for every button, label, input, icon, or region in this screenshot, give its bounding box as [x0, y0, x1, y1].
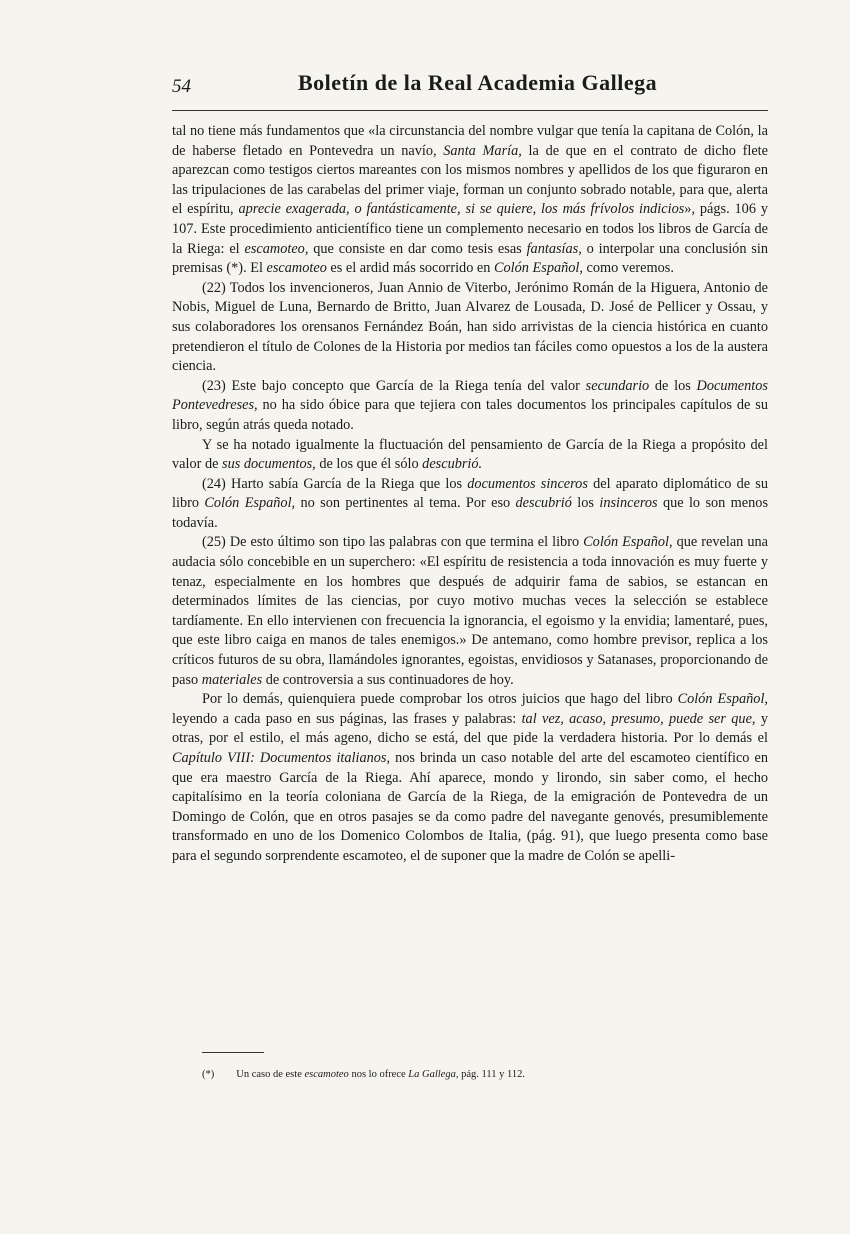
header-rule — [172, 110, 768, 111]
text-run: como veremos. — [582, 260, 674, 277]
text-run: de los — [649, 377, 697, 394]
note-24 — [172, 475, 768, 534]
footnote-rule — [202, 1052, 264, 1053]
italic-run: Santa María, — [443, 142, 522, 159]
italic-run: Colón Español, — [583, 534, 673, 551]
italic-run: escamoteo — [304, 1069, 349, 1080]
text-run: de controversia a sus continuadores de hoy. — [262, 671, 514, 688]
text-run: nos brinda un caso notable del arte del escamoteo científico en que era maestro García de la Riega. Ahí aparece, mondo y lirondo, sin saber como, el hecho capitalísimo en la teoría coloniana de García de la Riega, de la emigración de Pontevedra de un Domingo de Colón, que en otros pasajes se da como padre del navegante genovés, presumiblemente transformado en uno de los Domenico Colombos de Italia, (pág. 91), que luego presenta como base para el segundo sorprendente escamoteo, el de suponer que la madre de Colón se apelli- — [172, 750, 768, 864]
body-text — [172, 122, 768, 867]
italic-run: sus documentos, — [222, 456, 316, 473]
note-25 — [172, 533, 768, 690]
italic-run: Colón Español, — [204, 495, 296, 512]
text-run: Un caso de este — [236, 1069, 305, 1080]
text-run: los — [571, 495, 600, 512]
italic-run: descubrió — [515, 495, 572, 512]
paragraph-final — [172, 690, 768, 866]
text-run: tal no tiene más fundamentos que «la circunstancia del nombre vulgar que tenía la capitana de Colón, la de haberse fletado en Pontevedra un navío, — [172, 123, 768, 159]
text-run: (23) Este bajo concepto que García de la Riega tenía del valor — [202, 377, 586, 394]
text-run: no ha sido óbice para que tejiera con tales documentos los principales capítulos de su libro, según atrás queda notado. — [172, 397, 768, 433]
note-23-continuation — [172, 436, 768, 475]
italic-run: Colón Español, — [494, 260, 583, 277]
running-head — [172, 70, 768, 104]
italic-run: Colón Español, — [677, 691, 768, 708]
text-run: no son pertinentes al tema. Por eso — [295, 495, 516, 512]
text-run: del aparato diplomático de su libro — [172, 475, 769, 512]
note-22: (22) Todos los invencioneros, Juan Annio de Viterbo, Jerónimo Román de la Higuera, Antonio de Nobis, Miguel de Luna, Bernardo de Britto, Juan Alvarez de Lousada, D. José de Pellicer y Ossau, y sus colaboradores los orensanos Fernández Boán, han sido arrivistas de la ciencia histórica en cuanto pretendieron el título de Colones de la Historia por medios tan fáciles como opuestos a los de la austera ciencia. — [172, 279, 768, 375]
italic-run: documentos sinceros — [467, 475, 588, 492]
text-run: o interpolar una conclusión sin premisas (*). El — [172, 240, 768, 277]
italic-run: descubrió. — [422, 456, 483, 473]
italic-run: aprecie exagerada, o fantásticamente, si se quiere, los más frívolos indicios — [238, 201, 685, 218]
text-run: », págs. 106 y 107. Este procedimiento anticientífico tiene un complemento necesario en todos los libros de García de la Riega: el — [172, 201, 768, 257]
italic-run: escamoteo — [266, 260, 327, 277]
journal-title: Boletín de la Real Academia Gallega — [298, 70, 658, 95]
text-run: nos lo ofrece — [348, 1069, 409, 1080]
footnote-mark: (*) — [202, 1069, 215, 1080]
text-run: Y se ha notado igualmente la fluctuación del pensamiento de García de la Riega a propósito del valor de — [172, 436, 768, 473]
italic-run: escamoteo, — [244, 240, 309, 257]
italic-run: fantasías, — [526, 240, 582, 257]
text-run: que lo son menos todavía. — [172, 495, 769, 531]
text-run: pág. 111 y 112. — [458, 1069, 525, 1080]
text-run: y otras, por el estilo, el más ageno, dicho se está, del que pide la verdadera historia. Por lo demás el — [172, 710, 768, 747]
text-run: de los que él sólo — [315, 456, 423, 473]
text-run: Por lo demás, quienquiera puede comprobar los otros juicios que hago del libro — [202, 691, 678, 708]
paragraph-continuation — [172, 122, 768, 279]
italic-run: secundario — [585, 377, 650, 394]
italic-run: Capítulo VIII: Documentos italianos, — [172, 750, 391, 766]
italic-run: materiales — [201, 671, 263, 688]
italic-run: La Gallega, — [408, 1069, 459, 1080]
text-run: (25) De esto último son tipo las palabras con que termina el libro — [202, 534, 584, 551]
text-run: la de que en el contrato de dicho flete aparezcan como testigos ciertos mareantes con los mismos nombres y apellidos de los que figuraron en las tripulaciones de las carabelas del primer viaje, forman un conjunto sobrado notable, para que, alerta el espíritu, — [172, 142, 768, 218]
page-number: 54 — [172, 76, 191, 97]
italic-run: tal vez, acaso, presumo, puede ser que, — [521, 710, 756, 727]
footnote — [202, 1068, 762, 1082]
text-run: (24) Harto sabía García de la Riega que los — [202, 475, 468, 492]
text-run: es el ardid más socorrido en — [326, 260, 494, 277]
text-run: que consiste en dar como tesis esas — [308, 240, 527, 257]
italic-run: insinceros — [599, 495, 658, 512]
text-run: leyendo a cada paso en sus páginas, las frases y palabras: — [172, 710, 522, 727]
text-run: que revelan una audacia sólo concebible en un superchero: «El espíritu de resistencia a toda innovación es muy fuerte y tenaz, especialmente en los hombres que después de adquirir fama de sabios, se estancan en determinados límites de las ciencias, por cuyo motivo muchas veces la selección se establece tardíamente. En ello intervienen con frecuencia la ignorancia, el egoismo y la envidia; lamentaré, pues, que este libro caiga en manos de tales enemigos.» De antemano, como hombre previsor, replica a los críticos futuros de su obra, llamándoles ignorantes, egoistas, envidiosos y Satanases, proporcionando de paso — [172, 534, 769, 688]
italic-run: Documentos Pontevedreses, — [172, 377, 768, 414]
note-23 — [172, 377, 768, 436]
